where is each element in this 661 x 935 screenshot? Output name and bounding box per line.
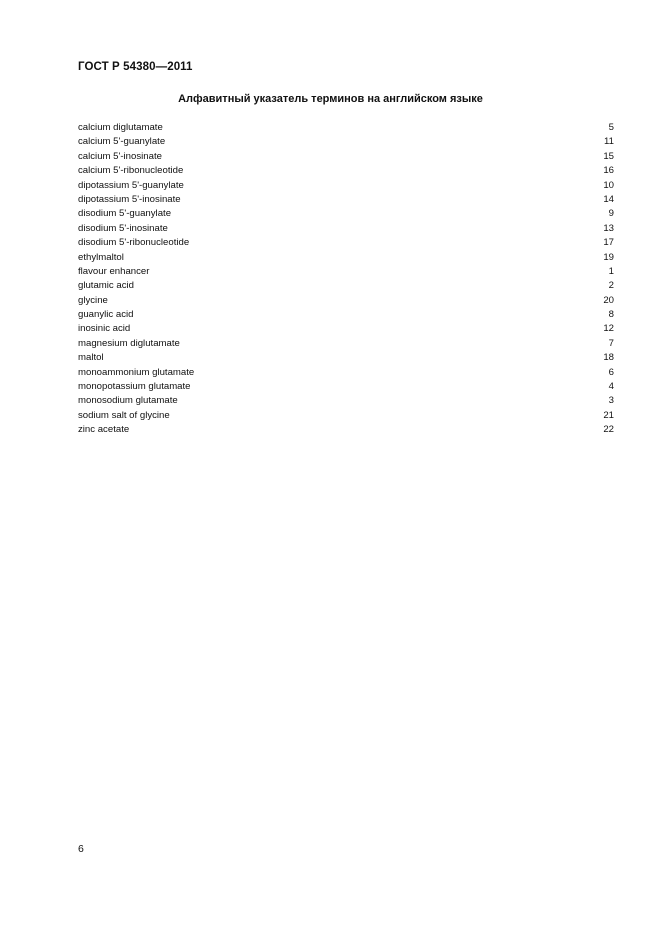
index-page-ref: 20 [603, 294, 614, 306]
index-page-ref: 13 [603, 222, 614, 234]
index-page-ref: 22 [603, 424, 614, 436]
term-index-list [78, 121, 614, 438]
index-term: monosodium glutamate [78, 395, 178, 407]
index-term: magnesium diglutamate [78, 337, 180, 349]
index-page-ref: 9 [608, 208, 614, 220]
index-page-ref: 3 [608, 395, 614, 407]
index-entry [78, 236, 614, 250]
index-term: flavour enhancer [78, 265, 150, 277]
index-term: disodium 5'-inosinate [78, 222, 168, 234]
index-page-ref: 11 [604, 136, 614, 148]
index-term: calcium 5'-guanylate [78, 136, 166, 148]
index-page-ref: 19 [603, 251, 614, 263]
index-page-ref: 7 [608, 337, 614, 349]
index-term: ethylmaltol [78, 251, 124, 263]
index-page-ref: 16 [603, 165, 614, 177]
index-term: guanylic acid [78, 309, 134, 321]
index-entry [78, 222, 614, 236]
index-page-ref: 10 [603, 179, 614, 191]
index-term: glycine [78, 294, 108, 306]
index-entry [78, 279, 614, 293]
index-page-ref: 12 [603, 323, 614, 335]
index-term: calcium diglutamate [78, 122, 163, 133]
index-page-ref: 14 [603, 193, 614, 205]
page-number: 6 [78, 843, 84, 855]
index-page-ref: 21 [603, 409, 614, 421]
index-term: maltol [78, 352, 104, 364]
index-entry [78, 294, 614, 308]
index-term: dipotassium 5'-inosinate [78, 193, 181, 205]
index-entry [78, 423, 614, 437]
index-page-ref: 4 [608, 381, 614, 393]
index-entry [78, 308, 614, 322]
index-entry [78, 179, 614, 193]
index-term: monoammonium glutamate [78, 366, 195, 378]
index-page-ref: 18 [603, 352, 614, 364]
section-title: Алфавитный указатель терминов на английском языке [178, 93, 483, 105]
index-page-ref: 17 [603, 237, 614, 249]
index-entry [78, 366, 614, 380]
index-term: dipotassium 5'-guanylate [78, 179, 184, 191]
index-entry [78, 251, 614, 265]
index-entry [78, 193, 614, 207]
index-term: sodium salt of glycine [78, 409, 170, 421]
index-term: calcium 5'-ribonucleotide [78, 165, 184, 177]
index-entry [78, 380, 614, 394]
index-entry [78, 265, 614, 279]
index-term: calcium 5'-inosinate [78, 150, 162, 162]
index-term: disodium 5'-guanylate [78, 208, 172, 220]
index-page-ref: 5 [608, 122, 614, 133]
index-term: zinc acetate [78, 424, 130, 436]
index-term: monopotassium glutamate [78, 381, 191, 393]
index-entry [78, 322, 614, 336]
index-entry [78, 394, 614, 408]
index-term: inosinic acid [78, 323, 131, 335]
index-page-ref: 2 [608, 280, 614, 292]
index-entry [78, 351, 614, 365]
index-entry [78, 337, 614, 351]
index-entry [78, 121, 614, 135]
index-entry [78, 164, 614, 178]
index-page-ref: 6 [608, 366, 614, 378]
index-page-ref: 15 [603, 150, 614, 162]
index-entry [78, 409, 614, 423]
index-page-ref: 1 [608, 265, 614, 277]
index-term: glutamic acid [78, 280, 134, 292]
index-entry [78, 150, 614, 164]
index-entry [78, 135, 614, 149]
index-term: disodium 5'-ribonucleotide [78, 237, 190, 249]
document-code: ГОСТ Р 54380—2011 [78, 61, 193, 73]
index-page-ref: 8 [608, 309, 614, 321]
index-entry [78, 207, 614, 221]
